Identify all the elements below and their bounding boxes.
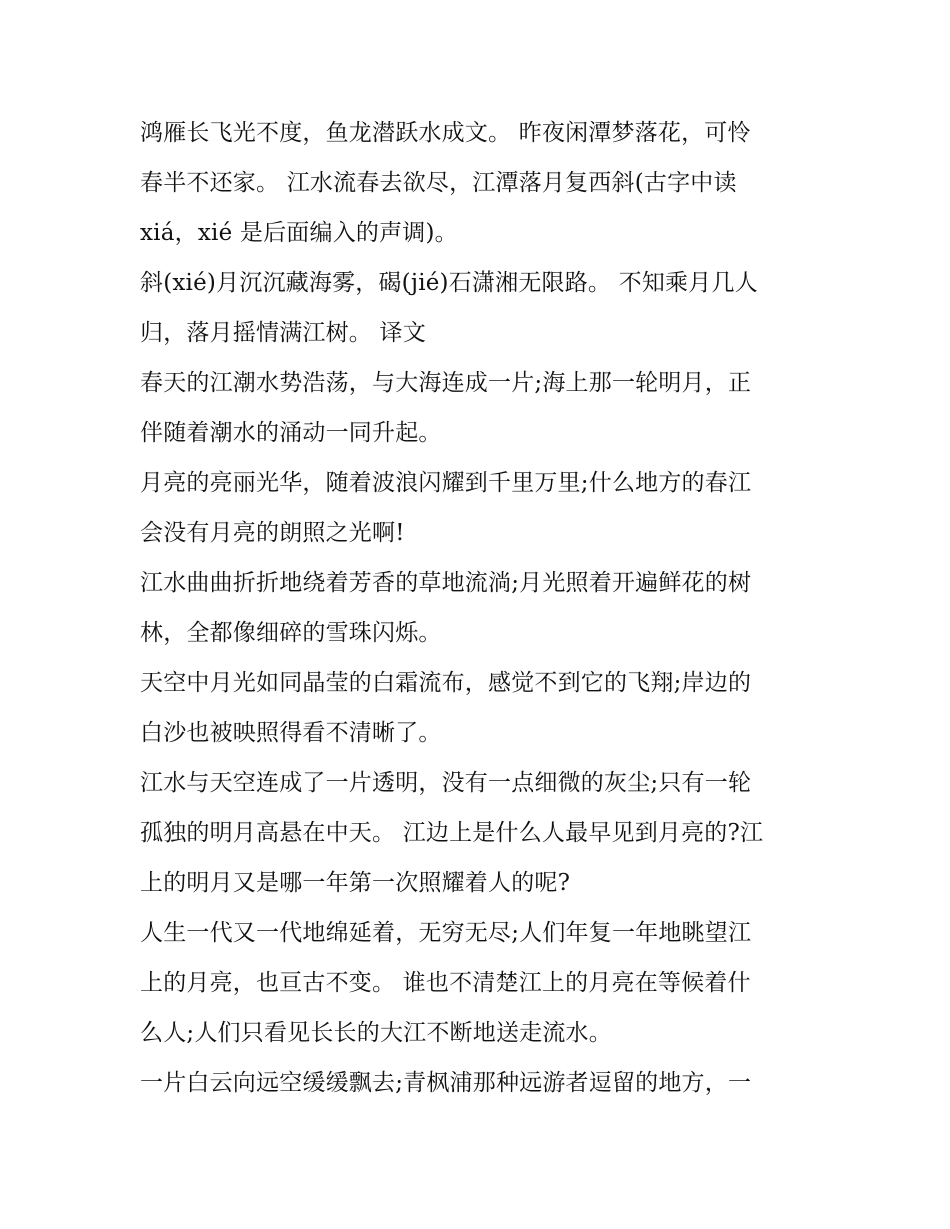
text-line: 一片白云向远空缓缓飘去;青枫浦那种远游者逗留的地方，一 xyxy=(140,1070,752,1096)
text-line: 春天的江潮水势浩荡，与大海连成一片;海上那一轮明月，正 xyxy=(140,370,752,396)
text-line: 白沙也被映照得看不清晰了。 xyxy=(140,720,442,746)
paragraph xyxy=(140,458,810,558)
document-body xyxy=(140,108,810,1108)
text-line: 春半不还家。 江水流春去欲尽，江潭落月复西斜(古字中读 xyxy=(140,170,737,196)
text-line: 林，全都像细碎的雪珠闪烁。 xyxy=(140,620,442,646)
text-line: 么人;人们只看见长长的大江不断地送走流水。 xyxy=(140,1020,612,1046)
text-line: 上的月亮，也亘古不变。 谁也不清楚江上的月亮在等候着什 xyxy=(140,970,751,996)
text-line: 伴随着潮水的涌动一同升起。 xyxy=(140,420,442,446)
text-line: 会没有月亮的朗照之光啊! xyxy=(140,520,405,546)
paragraph xyxy=(140,908,810,1058)
paragraph xyxy=(140,358,810,458)
text-line: xiá，xié 是后面编入的声调)。 xyxy=(140,220,458,246)
text-line: 上的明月又是哪一年第一次照耀着人的呢? xyxy=(140,870,571,896)
paragraph xyxy=(140,108,810,258)
text-line: 江水曲曲折折地绕着芳香的草地流淌;月光照着开遍鲜花的树 xyxy=(140,570,752,596)
text-line: 归，落月摇情满江树。 译文 xyxy=(140,320,426,346)
text-line: 鸿雁长飞光不度，鱼龙潜跃水成文。 昨夜闲潭梦落花，可怜 xyxy=(140,120,751,146)
text-line: 孤独的明月高悬在中天。 江边上是什么人最早见到月亮的?江 xyxy=(140,820,764,846)
paragraph xyxy=(140,658,810,758)
paragraph xyxy=(140,558,810,658)
text-line: 斜(xié)月沉沉藏海雾，碣(jié)石潇湘无限路。 不知乘月几人 xyxy=(140,270,758,296)
paragraph xyxy=(140,758,810,908)
text-line: 江水与天空连成了一片透明，没有一点细微的灰尘;只有一轮 xyxy=(140,770,752,796)
text-line: 人生一代又一代地绵延着，无穷无尽;人们年复一年地眺望江 xyxy=(140,920,752,946)
text-line: 天空中月光如同晶莹的白霜流布，感觉不到它的飞翔;岸边的 xyxy=(140,670,752,696)
text-line: 月亮的亮丽光华，随着波浪闪耀到千里万里;什么地方的春江 xyxy=(140,470,752,496)
paragraph xyxy=(140,1058,810,1108)
paragraph xyxy=(140,258,810,358)
